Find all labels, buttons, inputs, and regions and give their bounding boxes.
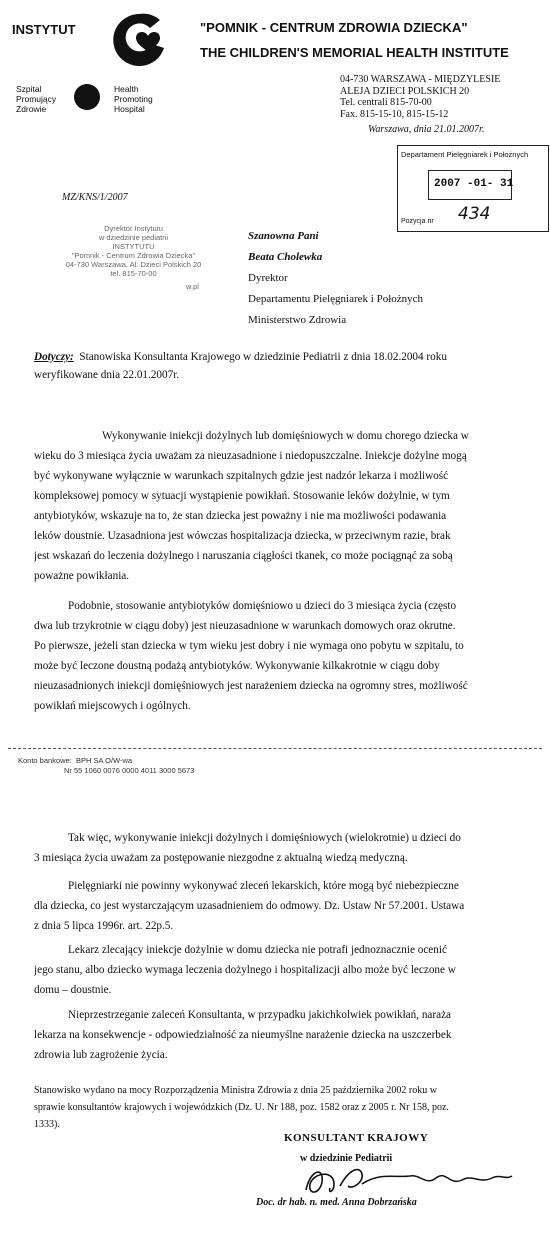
place-date: Warszawa, dnia 21.01.2007r. <box>368 124 485 135</box>
paragraph-4 <box>34 876 546 936</box>
sender-stamp-line: Dyrektor Instytutu <box>104 224 163 233</box>
sender-stamp-line: "Pomnik - Centrum Zdrowia Dziecka" <box>71 251 196 260</box>
label-line: Health <box>114 84 139 94</box>
bank-label: Konto bankowe: <box>18 756 72 765</box>
text-line: 1333). <box>34 1119 60 1130</box>
recipient-block <box>248 226 423 331</box>
page-divider <box>8 748 542 749</box>
label-line: Szpital <box>16 84 42 94</box>
subject <box>34 348 546 384</box>
recipient-department: Departamentu Pielęgniarek i Położnych <box>248 293 424 305</box>
text-line: Po pierwsze, jeżeli stan dziecka w tym wieku jest dobry i nie wymaga ono pobytu w szpitalu, to <box>34 640 464 652</box>
stamp-date: 2007 -01- 31 <box>434 178 514 190</box>
text-line: domu – doustnie. <box>34 984 112 996</box>
text-line: leków doustnie. Uzasadniona jest wówczas hospitalizacja dziecka, w przeciwnym razie, brak <box>34 530 451 542</box>
text-line: Tak więc, wykonywanie iniekcji dożylnych i domięśniowych (wielokrotnie) u dzieci do <box>68 832 461 844</box>
text-line: Lekarz zlecający iniekcje dożylnie w domu dziecka nie potrafi jednoznacznie ocenić <box>68 944 447 956</box>
text-line: Stanowisko wydano na mocy Rozporządzenia Ministra Zdrowia z dnia 25 października 2002 roku w <box>34 1085 437 1096</box>
text-line: Pielęgniarki nie powinny wykonywać zleceń lekarskich, które mogą być niebezpieczne <box>68 880 459 892</box>
text-line: sprawie konsultantów krajowych i wojewódzkich (Dz. U. Nr 188, poz. 1582 oraz z 2005 r. Nr 158, poz. <box>34 1102 449 1113</box>
text-line: kompleksowej pomocy w sytuacji wystąpienie powikłań. Stosowanie leków dożylnie, w tym <box>34 490 450 502</box>
reference-number: MZ/KNS/1/2007 <box>62 192 128 203</box>
bank-name: BPH SA O/W-wa <box>75 756 133 765</box>
address-line: 04-730 WARSZAWA - MIĘDZYLESIE <box>340 74 501 85</box>
title-english: THE CHILDREN'S MEMORIAL HEALTH INSTITUTE <box>200 45 509 60</box>
text-line: Wykonywanie iniekcji dożylnych lub domięśniowych w domu chorego dziecka w <box>102 430 469 442</box>
text-line: zdrowia lub zagrożenie życia. <box>34 1049 168 1061</box>
text-line: Nieprzestrzeganie zaleceń Konsultanta, w przypadku jakichkolwiek powikłań, naraża <box>68 1009 452 1021</box>
text-line: poważne powikłania. <box>34 570 130 582</box>
signature-field: w dziedzinie Pediatrii <box>300 1153 393 1164</box>
paragraph-5 <box>34 940 546 1000</box>
text-line: jest wskazań do leczenia dożylnego i naruszania ciągłości tkanek, co może pociągnąć za sobą <box>34 550 453 562</box>
recipient-role: Dyrektor <box>248 272 288 284</box>
institute-address <box>340 74 500 120</box>
paragraph-1 <box>34 426 546 586</box>
text-line: 3 miesiąca życia uważam za postępowanie niezgodne z aktualną wiedzą medyczną. <box>34 852 408 864</box>
title-polish: "POMNIK - CENTRUM ZDROWIA DZIECKA" <box>200 20 468 35</box>
hospital-dot-logo <box>74 84 100 110</box>
text-line: Podobnie, stosowanie antybiotyków domięśniowo u dzieci do 3 miesiąca życia (często <box>68 600 457 612</box>
sender-stamp-line: INSTYTUTU <box>112 242 155 251</box>
text-line: nieuzasadnionych iniekcji domięśniowych jest narażeniem dziecka na ogromny stres, możliwość <box>34 680 468 692</box>
stamp-department: Departament Pielęgniarek i Położnych <box>401 150 529 159</box>
label-line: Promoting <box>114 94 153 104</box>
address-line: Tel. centrali 815-70-00 <box>340 97 432 108</box>
stamp-position-label: Pozycja nr <box>401 218 434 225</box>
subject-label: Dotyczy: <box>34 351 74 363</box>
text-line: lekarza na konsekwencje - odpowiedzialność za nieumyślne narażenie dziecka na uszczerbek <box>34 1029 452 1041</box>
health-promoting-pl <box>16 84 56 114</box>
text-line: jego stanu, albo dziecko wymaga leczenia dożylnego i hospitalizacji albo może być leczone w <box>34 964 456 976</box>
label-line: Hospital <box>114 104 145 114</box>
legal-basis-note <box>34 1082 546 1133</box>
paragraph-2 <box>34 596 546 716</box>
institute-label: INSTYTUT <box>12 22 76 37</box>
sender-stamp <box>46 224 221 278</box>
subject-line: Stanowiska Konsultanta Krajowego w dziedzinie Pediatrii z dnia 18.02.2004 roku <box>79 351 447 363</box>
label-line: Promujący <box>16 94 57 104</box>
health-promoting-en <box>114 84 153 114</box>
stamp-position-value: 434 <box>458 204 491 224</box>
text-line: antybiotyków, wskazuje na to, że stan dziecka jest poważny i nie ma możliwości podawania <box>34 510 447 522</box>
signature-title: KONSULTANT KRAJOWY <box>284 1132 429 1144</box>
address-line: Fax. 815-15-10, 815-15-12 <box>340 108 449 120</box>
text-line: z dnia 5 lipca 1996r. art. 22p.5. <box>34 920 174 932</box>
label-line: Zdrowie <box>16 104 47 114</box>
bank-account: Nr 55 1060 0076 0000 4011 3000 5673 <box>64 766 195 775</box>
bank-details <box>18 756 194 776</box>
sender-stamp-line: w dziedzinie pediatrii <box>98 233 169 242</box>
recipient-greeting: Szanowna Pani <box>248 230 319 242</box>
paragraph-3 <box>34 828 546 868</box>
sender-stamp-tail: w.pl <box>186 282 199 291</box>
text-line: dla dziecka, co jest wystarczającym uzasadnieniem do odmowy. Dz. Ustaw Nr 57.2001. Ustawa <box>34 900 465 912</box>
text-line: dwa lub trzykrotnie w ciągu doby) jest nieuzasadnione w warunkach domowych oraz okrutne. <box>34 620 456 632</box>
sender-stamp-line: 04-730 Warszawa, Al. Dzieci Polskich 20 <box>65 260 202 269</box>
institute-logo <box>104 10 174 68</box>
sender-stamp-line: tel. 815-70-00 <box>110 269 157 278</box>
text-line: wieku do 3 miesiąca życia uważam za nieuzasadnione i niedopuszczalne. Iniekcje dożylne mogą <box>34 450 467 462</box>
recipient-name: Beata Cholewka <box>248 251 323 263</box>
paragraph-6 <box>34 1005 546 1065</box>
signatory-name: Doc. dr hab. n. med. Anna Dobrzańska <box>256 1197 417 1208</box>
text-line: powikłań miejscowych i ogólnych. <box>34 700 191 712</box>
text-line: może być leczone doustną podażą antybiotyków. Wykonywanie kilkakrotnie w ciągu doby <box>34 660 440 672</box>
text-line: być wykonywane wyłącznie w warunkach szpitalnych gdzie jest nadzór lekarza i możliwość <box>34 470 449 482</box>
recipient-ministry: Ministerstwo Zdrowia <box>248 314 347 326</box>
incoming-stamp <box>397 145 549 232</box>
subject-line: weryfikowane dnia 22.01.2007r. <box>34 369 180 381</box>
address-line: ALEJA DZIECI POLSKICH 20 <box>340 85 470 97</box>
